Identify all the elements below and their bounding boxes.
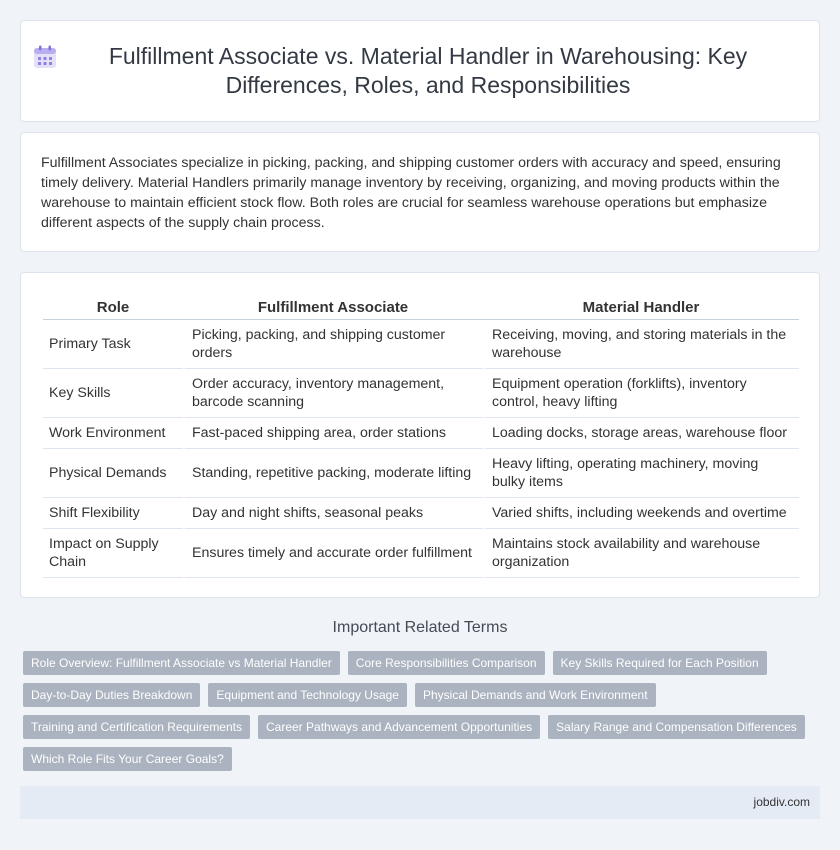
header-card (20, 20, 820, 122)
table-row (43, 529, 799, 578)
table-row (43, 418, 799, 449)
row-label: Impact on Supply Chain (43, 529, 183, 578)
title-wrap (21, 21, 819, 121)
row-label: Shift Flexibility (43, 498, 183, 529)
fulfillment-cell: Standing, repetitive packing, moderate lifting (183, 449, 483, 498)
fulfillment-cell: Order accuracy, inventory management, barcode scanning (183, 369, 483, 418)
page-title: Fulfillment Associate vs. Material Handler in Warehousing: Key Differences, Roles, and Responsibilities (108, 43, 748, 98)
related-term-tag[interactable]: Role Overview: Fulfillment Associate vs Material Handler (23, 651, 340, 675)
footer-site-link[interactable]: jobdiv.com (753, 795, 810, 809)
related-term-tag[interactable]: Key Skills Required for Each Position (553, 651, 767, 675)
intro-card (20, 132, 820, 252)
related-terms-title: Important Related Terms (332, 619, 508, 636)
handler-cell: Loading docks, storage areas, warehouse floor (483, 418, 799, 449)
comparison-table (43, 295, 799, 578)
row-label: Key Skills (43, 369, 183, 418)
row-label: Physical Demands (43, 449, 183, 498)
related-term-tag[interactable]: Physical Demands and Work Environment (415, 683, 656, 707)
table-header-row (43, 295, 799, 320)
related-term-tag[interactable]: Training and Certification Requirements (23, 715, 250, 739)
intro-paragraph: Fulfillment Associates specialize in picking, packing, and shipping customer orders with accuracy and speed, ensuring timely delivery. Material Handlers primarily manage inventory by receiving, organizing, and moving products within the warehouse to maintain efficient stock flow. Both roles are crucial for seamless warehouse operations but emphasize different aspects of the supply chain process. (41, 155, 781, 231)
footer (20, 786, 820, 819)
related-term-tag[interactable]: Day-to-Day Duties Breakdown (23, 683, 200, 707)
table-row (43, 449, 799, 498)
handler-cell: Varied shifts, including weekends and overtime (483, 498, 799, 529)
handler-cell: Receiving, moving, and storing materials in the warehouse (483, 320, 799, 369)
comparison-card (20, 272, 820, 598)
related-term-tag[interactable]: Salary Range and Compensation Differences (548, 715, 805, 739)
handler-cell: Equipment operation (forklifts), inventory control, heavy lifting (483, 369, 799, 418)
handler-cell: Maintains stock availability and warehouse organization (483, 529, 799, 578)
related-terms-list (23, 651, 823, 771)
related-term-tag[interactable]: Equipment and Technology Usage (208, 683, 407, 707)
fulfillment-cell: Day and night shifts, seasonal peaks (183, 498, 483, 529)
row-label: Work Environment (43, 418, 183, 449)
related-term-tag[interactable]: Which Role Fits Your Career Goals? (23, 747, 232, 771)
handler-cell: Heavy lifting, operating machinery, moving bulky items (483, 449, 799, 498)
table-row (43, 498, 799, 529)
header-material-handler: Material Handler (483, 295, 799, 320)
table-row (43, 369, 799, 418)
calendar-icon (32, 44, 58, 70)
fulfillment-cell: Fast-paced shipping area, order stations (183, 418, 483, 449)
related-term-tag[interactable]: Career Pathways and Advancement Opportunities (258, 715, 540, 739)
header-role: Role (43, 295, 183, 320)
fulfillment-cell: Picking, packing, and shipping customer orders (183, 320, 483, 369)
related-term-tag[interactable]: Core Responsibilities Comparison (348, 651, 545, 675)
header-fulfillment-associate: Fulfillment Associate (183, 295, 483, 320)
table-row (43, 320, 799, 369)
fulfillment-cell: Ensures timely and accurate order fulfillment (183, 529, 483, 578)
row-label: Primary Task (43, 320, 183, 369)
